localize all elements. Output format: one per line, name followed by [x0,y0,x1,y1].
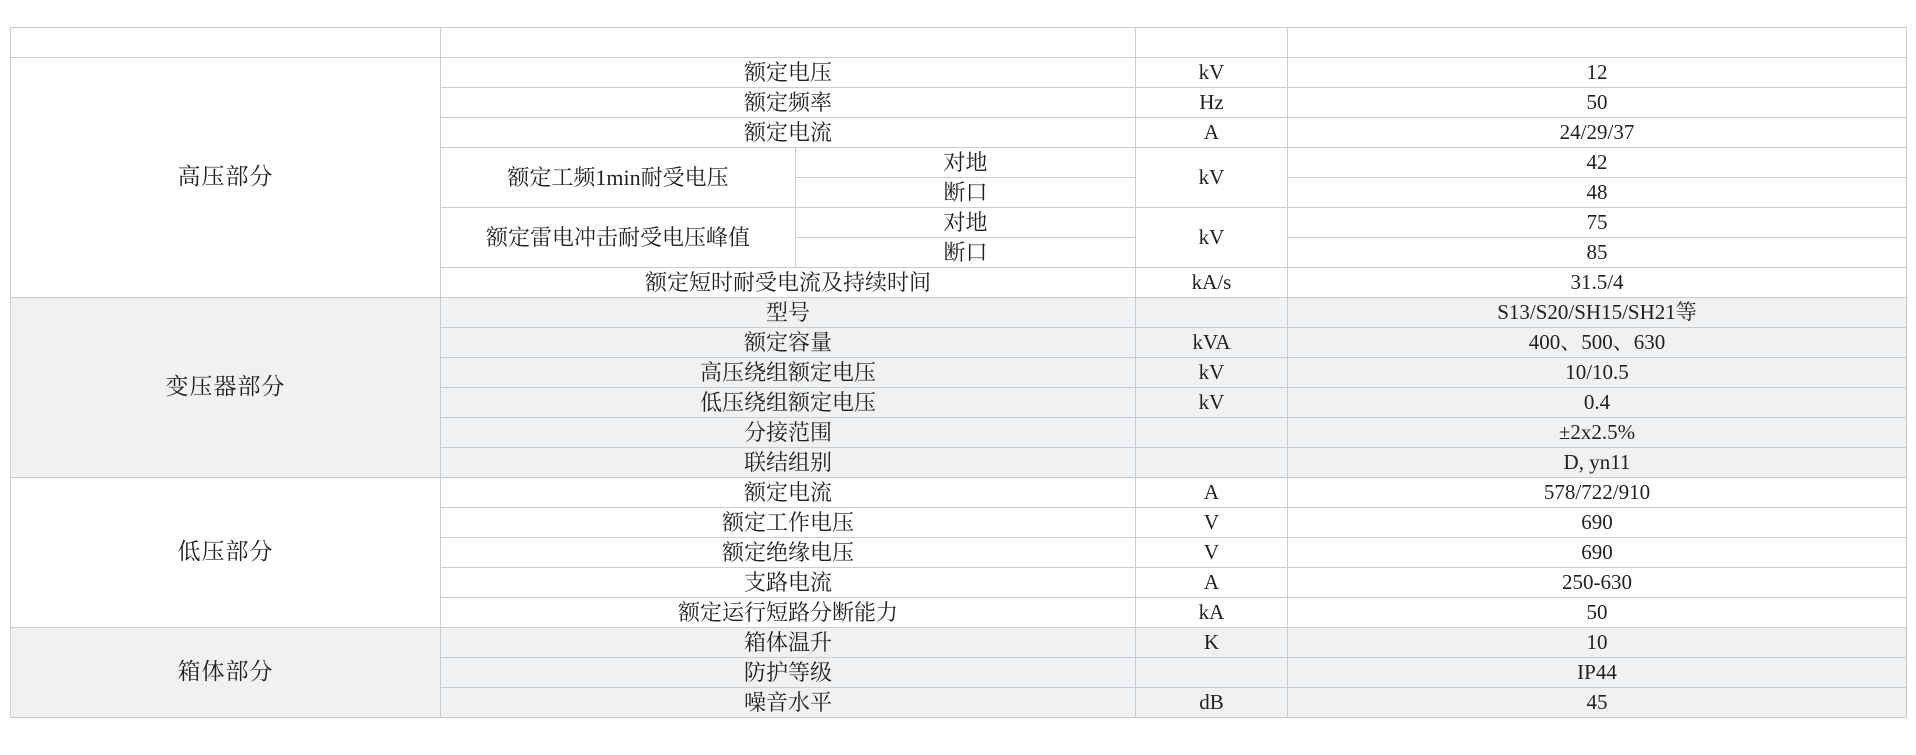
column-header-unit: 单元 [11,28,441,58]
parameter-value-cell: 10 [1288,628,1907,658]
parameter-name-cell: 额定短时耐受电流及持续时间 [441,268,1136,298]
parameter-name-cell: 低压绕组额定电压 [441,388,1136,418]
parameter-value-cell: 45 [1288,688,1907,718]
parameter-value-cell: 250-630 [1288,568,1907,598]
unit-of-measure-cell: kA [1136,598,1288,628]
table-row [11,298,1907,328]
parameter-value-cell: 12 [1288,58,1907,88]
parameter-value-cell: D, yn11 [1288,448,1907,478]
parameter-value-cell: 10/10.5 [1288,358,1907,388]
table-header-row [11,28,1907,58]
unit-of-measure-cell: kA/s [1136,268,1288,298]
parameter-name-cell: 防护等级 [441,658,1136,688]
parameter-value-cell: 690 [1288,538,1907,568]
parameter-name-cell: 额定电压 [441,58,1136,88]
table-row [11,478,1907,508]
parameter-name-cell: 额定频率 [441,88,1136,118]
parameter-value-cell: 578/722/910 [1288,478,1907,508]
specification-table [10,27,1907,718]
parameter-name-cell: 额定容量 [441,328,1136,358]
unit-of-measure-cell: kV [1136,148,1288,208]
parameter-name-cell: 额定雷电冲击耐受电压峰值 [441,208,796,268]
unit-of-measure-cell [1136,298,1288,328]
parameter-name-cell: 噪音水平 [441,688,1136,718]
parameter-subname-cell: 断口 [796,178,1136,208]
parameter-name-cell: 分接范围 [441,418,1136,448]
parameter-value-cell: 31.5/4 [1288,268,1907,298]
unit-of-measure-cell [1136,418,1288,448]
unit-of-measure-cell: kV [1136,388,1288,418]
parameter-name-cell: 额定绝缘电压 [441,538,1136,568]
unit-of-measure-cell: V [1136,538,1288,568]
unit-group-cell: 箱体部分 [11,628,441,718]
parameter-name-cell: 高压绕组额定电压 [441,358,1136,388]
parameter-subname-cell: 断口 [796,238,1136,268]
unit-of-measure-cell: dB [1136,688,1288,718]
column-header-name: 名称 [441,28,1136,58]
table-header [11,28,1907,58]
parameter-name-cell: 箱体温升 [441,628,1136,658]
table-row [11,58,1907,88]
unit-of-measure-cell: kV [1136,208,1288,268]
column-header-parameter: 参数 [1288,28,1907,58]
parameter-value-cell: S13/S20/SH15/SH21等 [1288,298,1907,328]
unit-group-cell: 变压器部分 [11,298,441,478]
parameter-name-cell: 型号 [441,298,1136,328]
parameter-name-cell: 额定运行短路分断能力 [441,598,1136,628]
unit-of-measure-cell: kVA [1136,328,1288,358]
unit-group-cell: 低压部分 [11,478,441,628]
parameter-value-cell: 85 [1288,238,1907,268]
parameter-value-cell: 75 [1288,208,1907,238]
column-header-uom: 单位 [1136,28,1288,58]
unit-of-measure-cell: K [1136,628,1288,658]
parameter-value-cell: 48 [1288,178,1907,208]
unit-of-measure-cell [1136,448,1288,478]
unit-of-measure-cell: A [1136,118,1288,148]
unit-of-measure-cell: kV [1136,58,1288,88]
unit-group-cell: 高压部分 [11,58,441,298]
parameter-name-cell: 额定工作电压 [441,508,1136,538]
parameter-name-cell: 额定工频1min耐受电压 [441,148,796,208]
parameter-value-cell: ±2x2.5% [1288,418,1907,448]
unit-of-measure-cell: A [1136,478,1288,508]
parameter-subname-cell: 对地 [796,148,1136,178]
parameter-value-cell: IP44 [1288,658,1907,688]
parameter-name-cell: 额定电流 [441,118,1136,148]
parameter-value-cell: 690 [1288,508,1907,538]
parameter-name-cell: 联结组别 [441,448,1136,478]
parameter-value-cell: 42 [1288,148,1907,178]
parameter-name-cell: 额定电流 [441,478,1136,508]
parameter-value-cell: 24/29/37 [1288,118,1907,148]
parameter-name-cell: 支路电流 [441,568,1136,598]
unit-of-measure-cell: kV [1136,358,1288,388]
table-row [11,628,1907,658]
unit-of-measure-cell [1136,658,1288,688]
unit-of-measure-cell: A [1136,568,1288,598]
parameter-value-cell: 0.4 [1288,388,1907,418]
parameter-subname-cell: 对地 [796,208,1136,238]
table-body [11,58,1907,718]
parameter-value-cell: 50 [1288,598,1907,628]
unit-of-measure-cell: V [1136,508,1288,538]
parameter-value-cell: 400、500、630 [1288,328,1907,358]
unit-of-measure-cell: Hz [1136,88,1288,118]
parameter-value-cell: 50 [1288,88,1907,118]
